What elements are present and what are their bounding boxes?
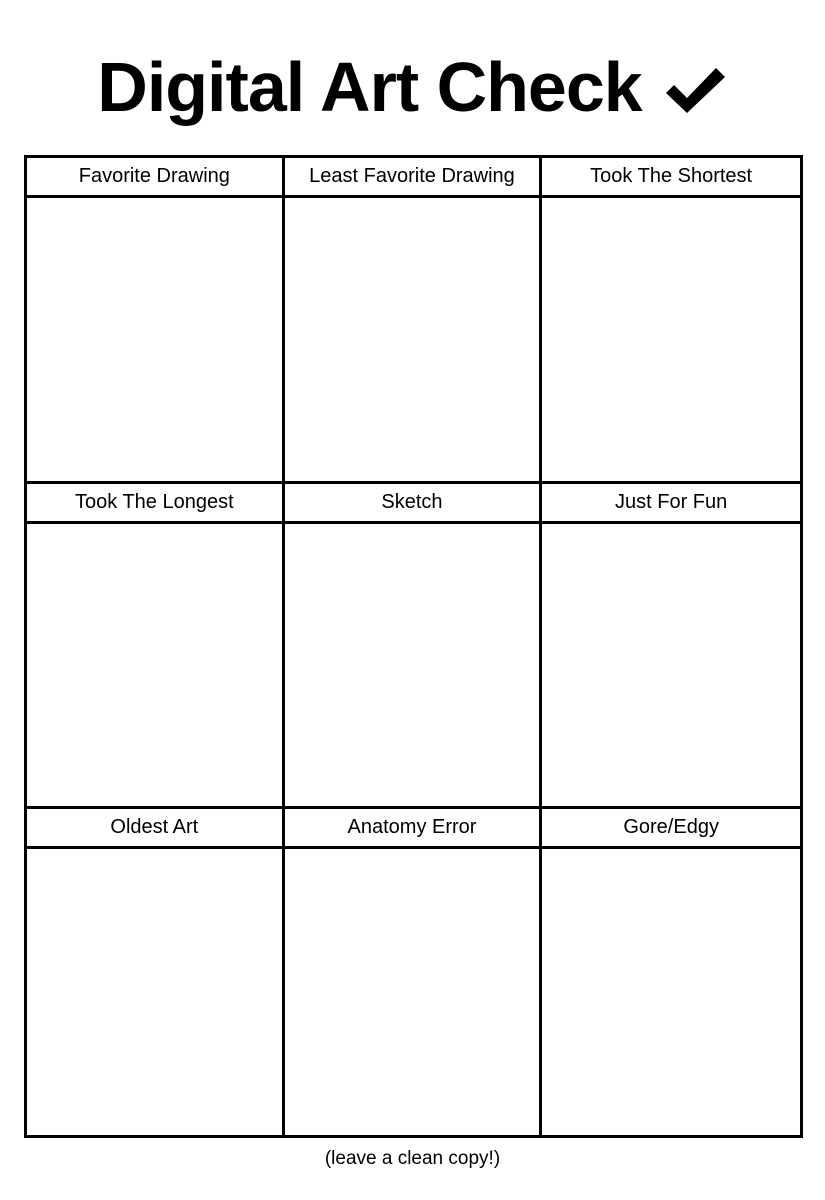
grid-cell-oldest-art <box>27 809 285 1135</box>
cell-drawing-area <box>27 524 282 807</box>
grid-cell-took-the-longest <box>27 484 285 810</box>
grid-cell-anatomy-error <box>285 809 543 1135</box>
cell-label: Gore/Edgy <box>542 809 800 849</box>
checkmark-icon <box>662 63 728 117</box>
grid-cell-took-the-shortest <box>542 158 800 484</box>
grid-cell-favorite-drawing <box>27 158 285 484</box>
cell-drawing-area <box>285 524 540 807</box>
cell-label: Took The Longest <box>27 484 282 524</box>
page-header <box>0 42 825 132</box>
cell-label: Sketch <box>285 484 540 524</box>
cell-label: Favorite Drawing <box>27 158 282 198</box>
cell-label: Least Favorite Drawing <box>285 158 540 198</box>
grid-cell-least-favorite-drawing <box>285 158 543 484</box>
cell-label: Took The Shortest <box>542 158 800 198</box>
cell-drawing-area <box>285 198 540 481</box>
cell-drawing-area <box>542 849 800 1135</box>
grid-cell-just-for-fun <box>542 484 800 810</box>
cell-drawing-area <box>27 849 282 1135</box>
cell-drawing-area <box>542 524 800 807</box>
grid-cell-sketch <box>285 484 543 810</box>
cell-label: Just For Fun <box>542 484 800 524</box>
cell-drawing-area <box>285 849 540 1135</box>
art-check-grid <box>24 155 803 1138</box>
cell-label: Oldest Art <box>27 809 282 849</box>
page-title: Digital Art Check <box>97 48 642 126</box>
footer-note: (leave a clean copy!) <box>324 1148 501 1169</box>
cell-label: Anatomy Error <box>285 809 540 849</box>
cell-drawing-area <box>27 198 282 481</box>
grid-cell-gore-edgy <box>542 809 800 1135</box>
cell-drawing-area <box>542 198 800 481</box>
